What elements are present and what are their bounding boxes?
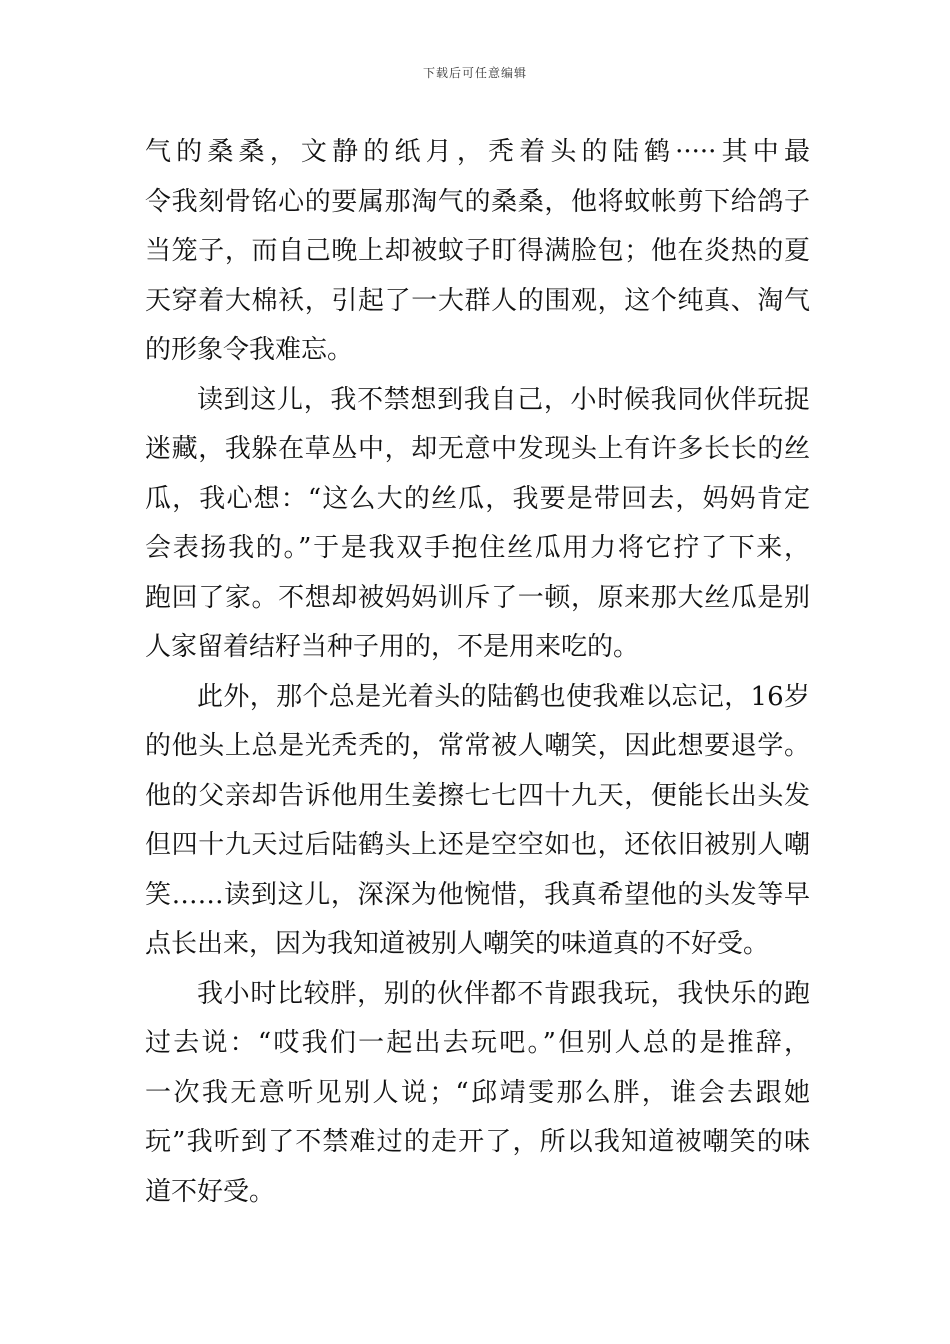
- text-line: 过去说：“哎我们一起出去玩吧。”但别人总的是推辞，: [145, 1028, 810, 1058]
- text-line: 气的桑桑，文静的纸月，秃着头的陆鹤·····其中最: [145, 137, 810, 167]
- text-line: 读到这儿，我不禁想到我自己，小时候我同伙伴玩捉: [197, 384, 810, 415]
- text-line: 道不好受。: [145, 1176, 276, 1207]
- text-line: 当笼子，而自己晚上却被蚊子盯得满脸包；他在炎热的夏: [145, 236, 810, 266]
- text-line: 但四十九天过后陆鹤头上还是空空如也，还依旧被别人嘲: [145, 830, 810, 860]
- text-line: 人家留着结籽当种子用的，不是用来吃的。: [145, 632, 640, 662]
- page-header: 下载后可任意编辑: [422, 66, 527, 80]
- text-line: 笑……读到这儿，深深为他惋惜，我真希望他的头发等早: [145, 879, 810, 910]
- text-line: 玩”我听到了不禁难过的走开了，所以我知道被嘲笑的味: [145, 1127, 810, 1157]
- document-body: [145, 128, 810, 1217]
- text-line: 跑回了家。不想却被妈妈训斥了一顿，原来那大丝瓜是别: [145, 582, 810, 613]
- paragraph-2: [145, 376, 810, 673]
- text-line: 他的父亲却告诉他用生姜擦七七四十九天，便能长出头发: [145, 780, 810, 811]
- text-line: 的他头上总是光秃秃的，常常被人嘲笑，因此想要退学。: [145, 731, 810, 761]
- text-line: 会表扬我的。”于是我双手抱住丝瓜用力将它拧了下来，: [145, 533, 810, 563]
- text-line: 天穿着大棉袄，引起了一大群人的围观，这个纯真、淘气: [145, 285, 810, 316]
- paragraph-1: [145, 128, 810, 376]
- text-line: 令我刻骨铭心的要属那淘气的桑桑，他将蚊帐剪下给鸽子: [145, 186, 810, 217]
- paragraph-4: [145, 970, 810, 1218]
- text-line: 的形象令我难忘。: [145, 335, 354, 365]
- text-line: 我小时比较胖，别的伙伴都不肯跟我玩，我快乐的跑: [197, 978, 810, 1009]
- text-line: 此外，那个总是光着头的陆鹤也使我难以忘记，16岁: [197, 681, 810, 712]
- text-line: 迷藏，我躲在草丛中，却无意中发现头上有许多长长的丝: [145, 434, 810, 464]
- text-line: 瓜，我心想：“这么大的丝瓜，我要是带回去，妈妈肯定: [145, 483, 810, 514]
- paragraph-3: [145, 673, 810, 970]
- text-line: 点长出来，因为我知道被别人嘲笑的味道真的不好受。: [145, 929, 770, 959]
- text-line: 一次我无意听见别人说；“邱靖雯那么胖，谁会去跟她: [145, 1077, 810, 1108]
